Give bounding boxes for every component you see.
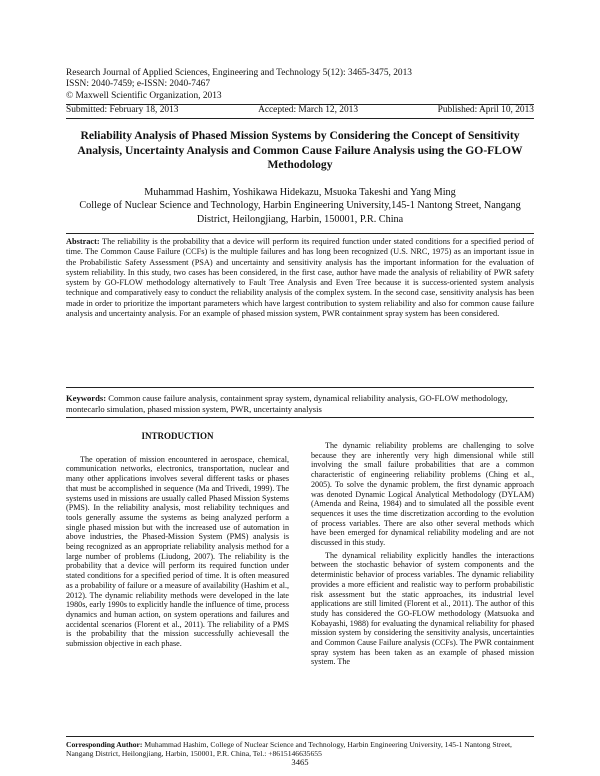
abstract-text: The reliability is the probability that a device will perform its required function under stated conditions for a specified period of time. The Common Cause Failure (CCFs) is the multiple failures and has long been recognized (U.S. NRC, 1975) as an important issue in the Probabilistic Safety Assessment (PSA) and uncertainty and sensitivity analysis has the important information for the evaluation of system reliability. In this study, two cases has been considered, in the first case, author have made the analysis of reliability of PWR safety system by GO-FLOW methodology alternatively to Fault Tree Analysis and Even Tree because it is success-oriented system analysis technique and comparatively easy to conduct the reliability analysis of the complex system. In the second case, sensitivity analysis has been made in order to prioritize the important parameters which have largest contribution to system reliability and also for common cause failure analysis and uncertainty analysis. For an example of phased mission system, PWR containment spray system has been considered. [66,237,534,319]
abstract [66,237,534,319]
right-paragraph: The dynamic reliability problems are challenging to solve because they are inherently very high dimensional while still involving the small failure probabilities that are a common characteristic of engineering reliability problems (Ching et al., 2005). To solve the dynamic problem, the first dynamic approach was denoted Dynamic Logical Analytical Methodology (DYLAM) (Amenda and Reina, 1984) and to simulated all the possible event sequences it uses the time discretization according to the evolution of process variables. There are also other several methods which have been emerged for dynamical reliability modeling and are not discussed in this study. [311,441,534,548]
journal-info [66,68,536,102]
accepted-date: Accepted: March 12, 2013 [258,105,359,115]
abstract-rule-bottom [66,387,534,388]
author-affiliation: College of Nuclear Science and Technology, Harbin Engineering University,145-1 Nantong Street, Nangang District, Heilongjiang, Harbin, 150001, P.R. China [79,200,521,225]
abstract-label: Abstract: [66,237,100,246]
introduction-heading: INTRODUCTION [141,431,214,441]
page-number: 3465 [291,757,309,767]
left-paragraph: The operation of mission encountered in aerospace, chemical, communication networks, electronics, transportation, nuclear and many other applications involves several different tasks or phases that must be accomplished in sequence (Ma and Trivedi, 1999). The systems used in missions are usually called Phased Mission Systems (PMS). In the reliability analysis, most reliability techniques and tools generally assume the systems as being analyzed perform a single phased mission but with the increased use of automation in above industries, the Phased-Mission System (PMS) analysis is being recognized as an appropriate reliability analysis method for a large number of problems (Liudong, 2007). The reliability is the probability that a device will perform its required function under stated conditions for a specified period of time. It is often measured as a probability of failure or a measure of availability (Hashim et al., 2012). The dynamic reliability methods were developed in the late 1980s, early 1990s to explicitly handle the influence of time, process dynamics and human action, on system operations and failures and accidental scenarios (Florent et al., 2011). The reliability of a PMS is the probability that the mission successfully achievesall the submission objective in each phase. [66,454,289,649]
footnote-rule [66,736,534,737]
journal-copyright: © Maxwell Scientific Organization, 2013 [66,90,222,101]
corresponding-label: Corresponding Author: [66,740,143,749]
paper-title: Reliability Analysis of Phased Mission Systems by Considering the Concept of Sensitivity Analysis, Uncertainty Analysis and Common Cause Failure Analysis using the GO-FLOW Methodology [77,129,523,172]
keywords-text: Common cause failure analysis, containment spray system, dynamical reliability analysis, GO-FLOW methodology, montecarlo simulation, phased mission system, PWR, uncertainty analysis [66,393,508,414]
abstract-rule-top [66,233,534,234]
right-column [311,441,534,667]
journal-issn: ISSN: 2040-7459; e-ISSN: 2040-7467 [66,79,211,90]
corresponding-text: Muhammad Hashim, College of Nuclear Science and Technology, Harbin Engineering University, 145-1 Nantong Street, Nangang District, Heilongjiang, Harbin, 150001, P.R. China, Tel.: +8615146635655 [66,740,512,759]
author-names: Muhammad Hashim, Yoshikawa Hidekazu, Msuoka Takeshi and Yang Ming [144,187,456,198]
published-date: Published: April 10, 2013 [437,105,534,115]
submitted-date: Submitted: February 18, 2013 [66,105,179,115]
header-rule-bottom [66,118,534,119]
left-column [66,432,289,649]
right-paragraph: The dynamical reliability explicitly handles the interactions between the stochastic behavior of system components and the deterministic behavior of process variables. The dynamic reliability provides a more efficient and realistic way to perform probabilistic risk assessment but the static approaches, its industrial level applications are still limited (Florent et al., 2011). The author of this study has considered the GO-FLOW methodology (Matsuoka and Kobayashi, 1988) for evaluating the dynamical reliability for phased mission system by considering the sensitivity analysis, uncertainties and Common Cause Failure analysis (CCFs). The PWR containment spray system has been taken as an example of phased mission system. The [311,550,534,667]
submission-dates [66,105,534,115]
keywords [66,393,534,414]
journal-citation: Research Journal of Applied Sciences, Engineering and Technology 5(12): 3465-3475, 2013 [66,68,412,78]
keywords-rule [66,417,534,418]
keywords-label: Keywords: [66,393,107,403]
corresponding-author-note [66,740,534,759]
author-block [66,186,534,226]
